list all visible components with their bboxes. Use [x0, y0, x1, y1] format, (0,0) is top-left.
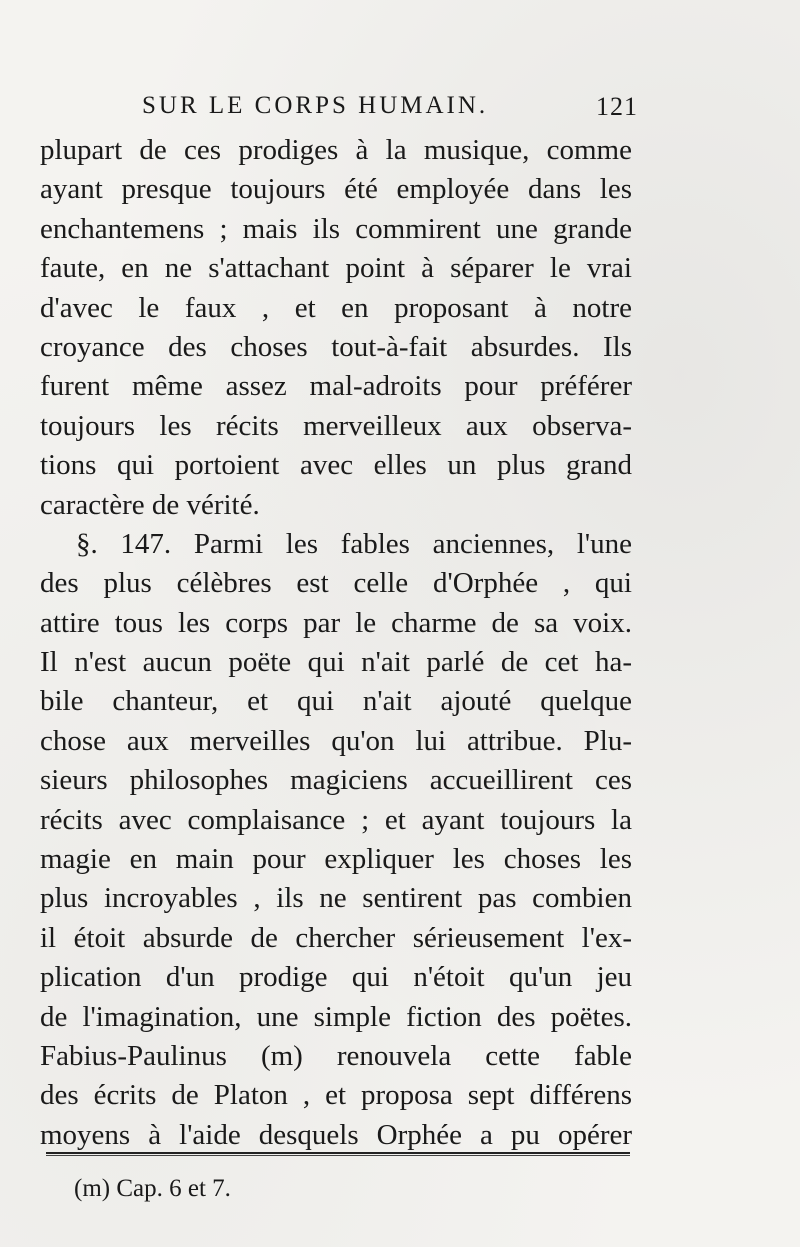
body-text — [40, 131, 632, 1155]
text-line: Il n'est aucun poëte qui n'ait parlé de cet ha- — [40, 646, 632, 679]
section-start-line: §. 147. Parmi les fables anciennes, l'une — [76, 527, 632, 560]
page-number: 121 — [596, 92, 638, 121]
footnote-divider — [46, 1152, 630, 1156]
text-line: d'avec le faux , et en proposant à notre — [40, 291, 632, 324]
text-line: furent même assez mal-adroits pour préférer — [40, 370, 632, 403]
text-line: faute, en ne s'attachant point à séparer le vrai — [40, 252, 632, 285]
text-line: ayant presque toujours été employée dans les — [40, 173, 632, 206]
page-header — [142, 92, 638, 132]
text-line: attire tous les corps par le charme de sa voix. — [40, 606, 632, 639]
text-line: des plus célèbres est celle d'Orphée , qui — [40, 567, 632, 600]
text-line: Fabius-Paulinus (m) renouvela cette fable — [40, 1039, 632, 1072]
text-line: enchantemens ; mais ils commirent une grande — [40, 212, 632, 245]
text-line: tions qui portoient avec elles un plus grand — [40, 449, 632, 482]
text-line: chose aux merveilles qu'on lui attribue. Plu- — [40, 724, 632, 757]
text-line: bile chanteur, et qui n'ait ajouté quelque — [40, 685, 632, 718]
running-head: SUR LE CORPS HUMAIN. — [142, 92, 489, 119]
text-line: des écrits de Platon , et proposa sept différens — [40, 1079, 632, 1112]
paragraph-end-line: caractère de vérité. — [40, 488, 260, 521]
text-line: plus incroyables , ils ne sentirent pas combien — [40, 882, 632, 915]
text-line: croyance des choses tout-à-fait absurdes. Ils — [40, 330, 632, 363]
text-line: toujours les récits merveilleux aux observa- — [40, 409, 632, 442]
text-line: plication d'un prodige qui n'étoit qu'un jeu — [40, 961, 632, 994]
text-line: magie en main pour expliquer les choses les — [40, 843, 632, 876]
text-line: il étoit absurde de chercher sérieusement l'ex- — [40, 921, 632, 954]
text-line: récits avec complaisance ; et ayant toujours la — [40, 803, 632, 836]
footnote: (m) Cap. 6 et 7. — [74, 1175, 231, 1202]
text-line: moyens à l'aide desquels Orphée a pu opérer — [40, 1118, 632, 1151]
text-line: sieurs philosophes magiciens accueillirent ces — [40, 764, 632, 797]
text-line: de l'imagination, une simple fiction des poëtes. — [40, 1000, 632, 1033]
text-line: plupart de ces prodiges à la musique, comme — [40, 134, 632, 166]
